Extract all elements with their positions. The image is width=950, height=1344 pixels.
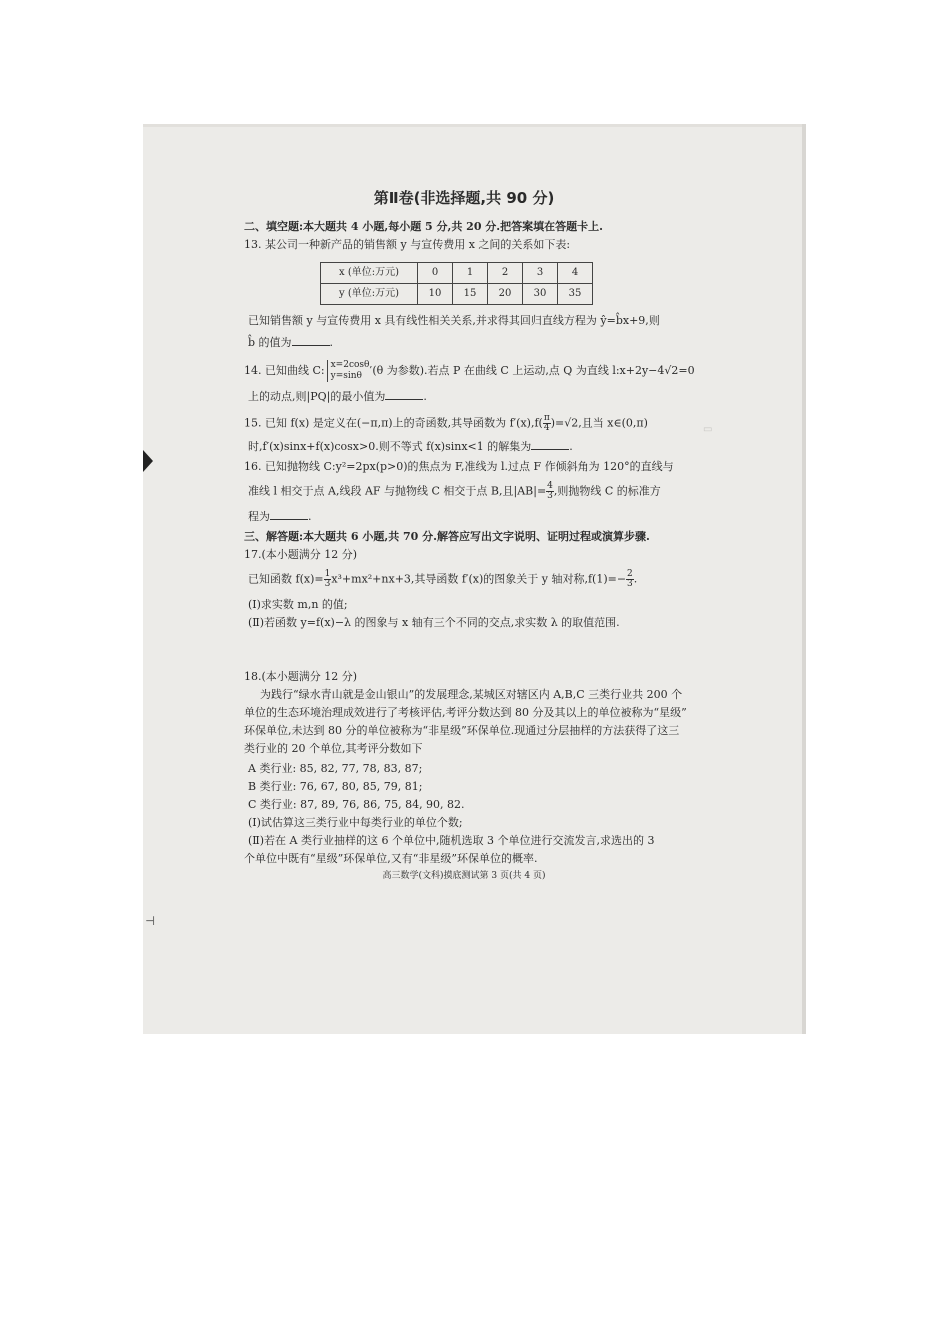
- answer-blank: [270, 509, 308, 520]
- system-eq-2: y=sinθ: [330, 371, 362, 381]
- question-18-head: 18.(本小题满分 12 分): [244, 670, 358, 683]
- solve-header: 三、解答题:本大题共 6 小题,共 70 分.解答应写出文字说明、证明过程或演算步骤.: [244, 530, 650, 543]
- frac-den: 4: [543, 423, 550, 433]
- question-14-rest: (θ 为参数).若点 P 在曲线 C 上运动,点 Q 为直线 l:x+2y−4√2=0: [372, 364, 695, 377]
- question-16-line-2: [248, 482, 661, 501]
- table-row-label: x (单位:万元): [321, 263, 418, 284]
- frac-num: 2: [627, 569, 633, 579]
- question-17-part-2: (Ⅱ)若函数 y=f(x)−λ 的图象与 x 轴有三个不同的交点,求实数 λ 的取值范围.: [248, 616, 620, 629]
- table-cell: 15: [453, 284, 488, 305]
- industry-b-scores: B 类行业: 76, 67, 80, 85, 79, 81;: [248, 780, 423, 793]
- bleed-through-mark: ▭: [703, 424, 713, 435]
- question-18-para-4: 类行业的 20 个单位,其考评分数如下: [244, 742, 423, 755]
- table-cell: 4: [558, 263, 593, 284]
- frac-den: 3: [627, 579, 633, 589]
- table-cell: 1: [453, 263, 488, 284]
- fraction-pi-over-4: [543, 414, 551, 433]
- scanned-page: [143, 124, 806, 1034]
- frac-den: 3: [324, 579, 331, 589]
- question-15-prompt: 时,f′(x)sinx+f(x)cosx>0.则不等式 f(x)sinx<1 的解集为: [248, 440, 532, 453]
- table-cell: 10: [418, 284, 453, 305]
- table-cell: 0: [418, 263, 453, 284]
- question-14-start: 14. 已知曲线 C:: [244, 364, 325, 377]
- question-15-line-1: [244, 414, 648, 433]
- table-row-label: y (单位:万元): [321, 284, 418, 305]
- crop-mark: ⊣: [145, 914, 156, 928]
- question-15-start: 15. 已知 f(x) 是定义在(−π,π)上的奇函数,其导函数为 f′(x),f(: [244, 416, 543, 430]
- question-14-line-1: [244, 360, 695, 382]
- table-cell: 3: [523, 263, 558, 284]
- scan-right-edge: [802, 124, 806, 1034]
- question-13-intro: 13. 某公司一种新产品的销售额 y 与宣传费用 x 之间的关系如下表:: [244, 238, 571, 251]
- section-title: 第Ⅱ卷(非选择题,共 90 分): [373, 189, 555, 207]
- question-16-mid-2: ,则抛物线 C 的标准方: [553, 484, 661, 498]
- frac-num: 4: [547, 481, 553, 491]
- industry-c-scores: C 类行业: 87, 89, 76, 86, 75, 84, 90, 82.: [248, 798, 465, 811]
- question-13-answer-line: b̂ 的值为 .: [248, 336, 334, 349]
- frac-den: 3: [547, 491, 553, 501]
- system-eq-1: x=2cosθ,: [330, 360, 373, 370]
- question-17-end: .: [633, 572, 638, 586]
- question-15-line-2: 时,f′(x)sinx+f(x)cosx>0.则不等式 f(x)sinx<1 的解集为 .: [248, 440, 573, 453]
- question-16-line-1: 16. 已知抛物线 C:y²=2px(p>0)的焦点为 F,准线为 l.过点 F 作倾斜角为 120°的直线与: [244, 460, 674, 473]
- question-16-prompt: 程为: [248, 510, 270, 523]
- table-cell: 30: [523, 284, 558, 305]
- page-edge-marker: [143, 450, 153, 472]
- question-14-prompt: 上的动点,则|PQ|的最小值为: [248, 390, 386, 403]
- question-18-part-2: (Ⅱ)若在 A 类行业抽样的这 6 个单位中,随机选取 3 个单位进行交流发言,求选出的 3: [248, 834, 655, 847]
- fill-in-header: 二、填空题:本大题共 4 小题,每小题 5 分,共 20 分.把答案填在答题卡上.: [244, 220, 603, 233]
- answer-blank: [531, 439, 569, 450]
- question-18-para-2: 单位的生态环境治理成效进行了考核评估,考评分数达到 80 分及其以上的单位被称为“星级”: [244, 706, 687, 719]
- question-18-part-1: (Ⅰ)试估算这三类行业中每类行业的单位个数;: [248, 816, 463, 829]
- question-17-head: 17.(本小题满分 12 分): [244, 548, 358, 561]
- table-cell: 35: [558, 284, 593, 305]
- question-17-stem: [248, 570, 637, 589]
- table-row: [321, 263, 593, 284]
- question-15-rest: )=√2,且当 x∈(0,π): [550, 416, 648, 430]
- answer-blank: [292, 335, 330, 346]
- answer-blank: [385, 389, 423, 400]
- page-footer: 高三数学(文科)摸底测试第 3 页(共 4 页): [382, 871, 546, 881]
- frac-num: π: [543, 413, 550, 423]
- question-16-mid: 准线 l 相交于点 A,线段 AF 与抛物线 C 相交于点 B,且|AB|=: [248, 484, 547, 498]
- question-17-part-1: (Ⅰ)求实数 m,n 的值;: [248, 598, 348, 611]
- table-cell: 2: [488, 263, 523, 284]
- table-row: [321, 284, 593, 305]
- fraction-4-over-3: [546, 482, 554, 501]
- q13-data-table: [320, 262, 593, 305]
- question-18-para-1: 为践行“绿水青山就是金山银山”的发展理念,某城区对辖区内 A,B,C 三类行业共 200 个: [260, 688, 683, 701]
- question-17-mid: x³+mx²+nx+3,其导函数 f′(x)的图象关于 y 轴对称,f(1)=−: [331, 572, 627, 586]
- table-cell: 20: [488, 284, 523, 305]
- question-16-line-3: 程为 .: [248, 510, 312, 523]
- question-17-start: 已知函数 f(x)=: [248, 572, 324, 586]
- question-13-text: 已知销售额 y 与宣传费用 x 具有线性相关关系,并求得其回归直线方程为 ŷ=b̂x+9,则: [248, 314, 660, 327]
- industry-a-scores: A 类行业: 85, 82, 77, 78, 83, 87;: [248, 762, 423, 775]
- scan-top-edge: [143, 124, 806, 127]
- question-18-part-2-cont: 个单位中既有“星级”环保单位,又有“非星级”环保单位的概率.: [244, 852, 538, 865]
- question-18-para-3: 环保单位,未达到 80 分的单位被称为“非星级”环保单位.现通过分层抽样的方法获得了这三: [244, 724, 680, 737]
- fraction-2-over-3: [626, 570, 634, 589]
- question-14-line-2: 上的动点,则|PQ|的最小值为 .: [248, 390, 427, 403]
- parametric-system: [327, 360, 373, 382]
- question-13-prompt: b̂ 的值为: [248, 336, 292, 349]
- frac-num: 1: [324, 569, 331, 579]
